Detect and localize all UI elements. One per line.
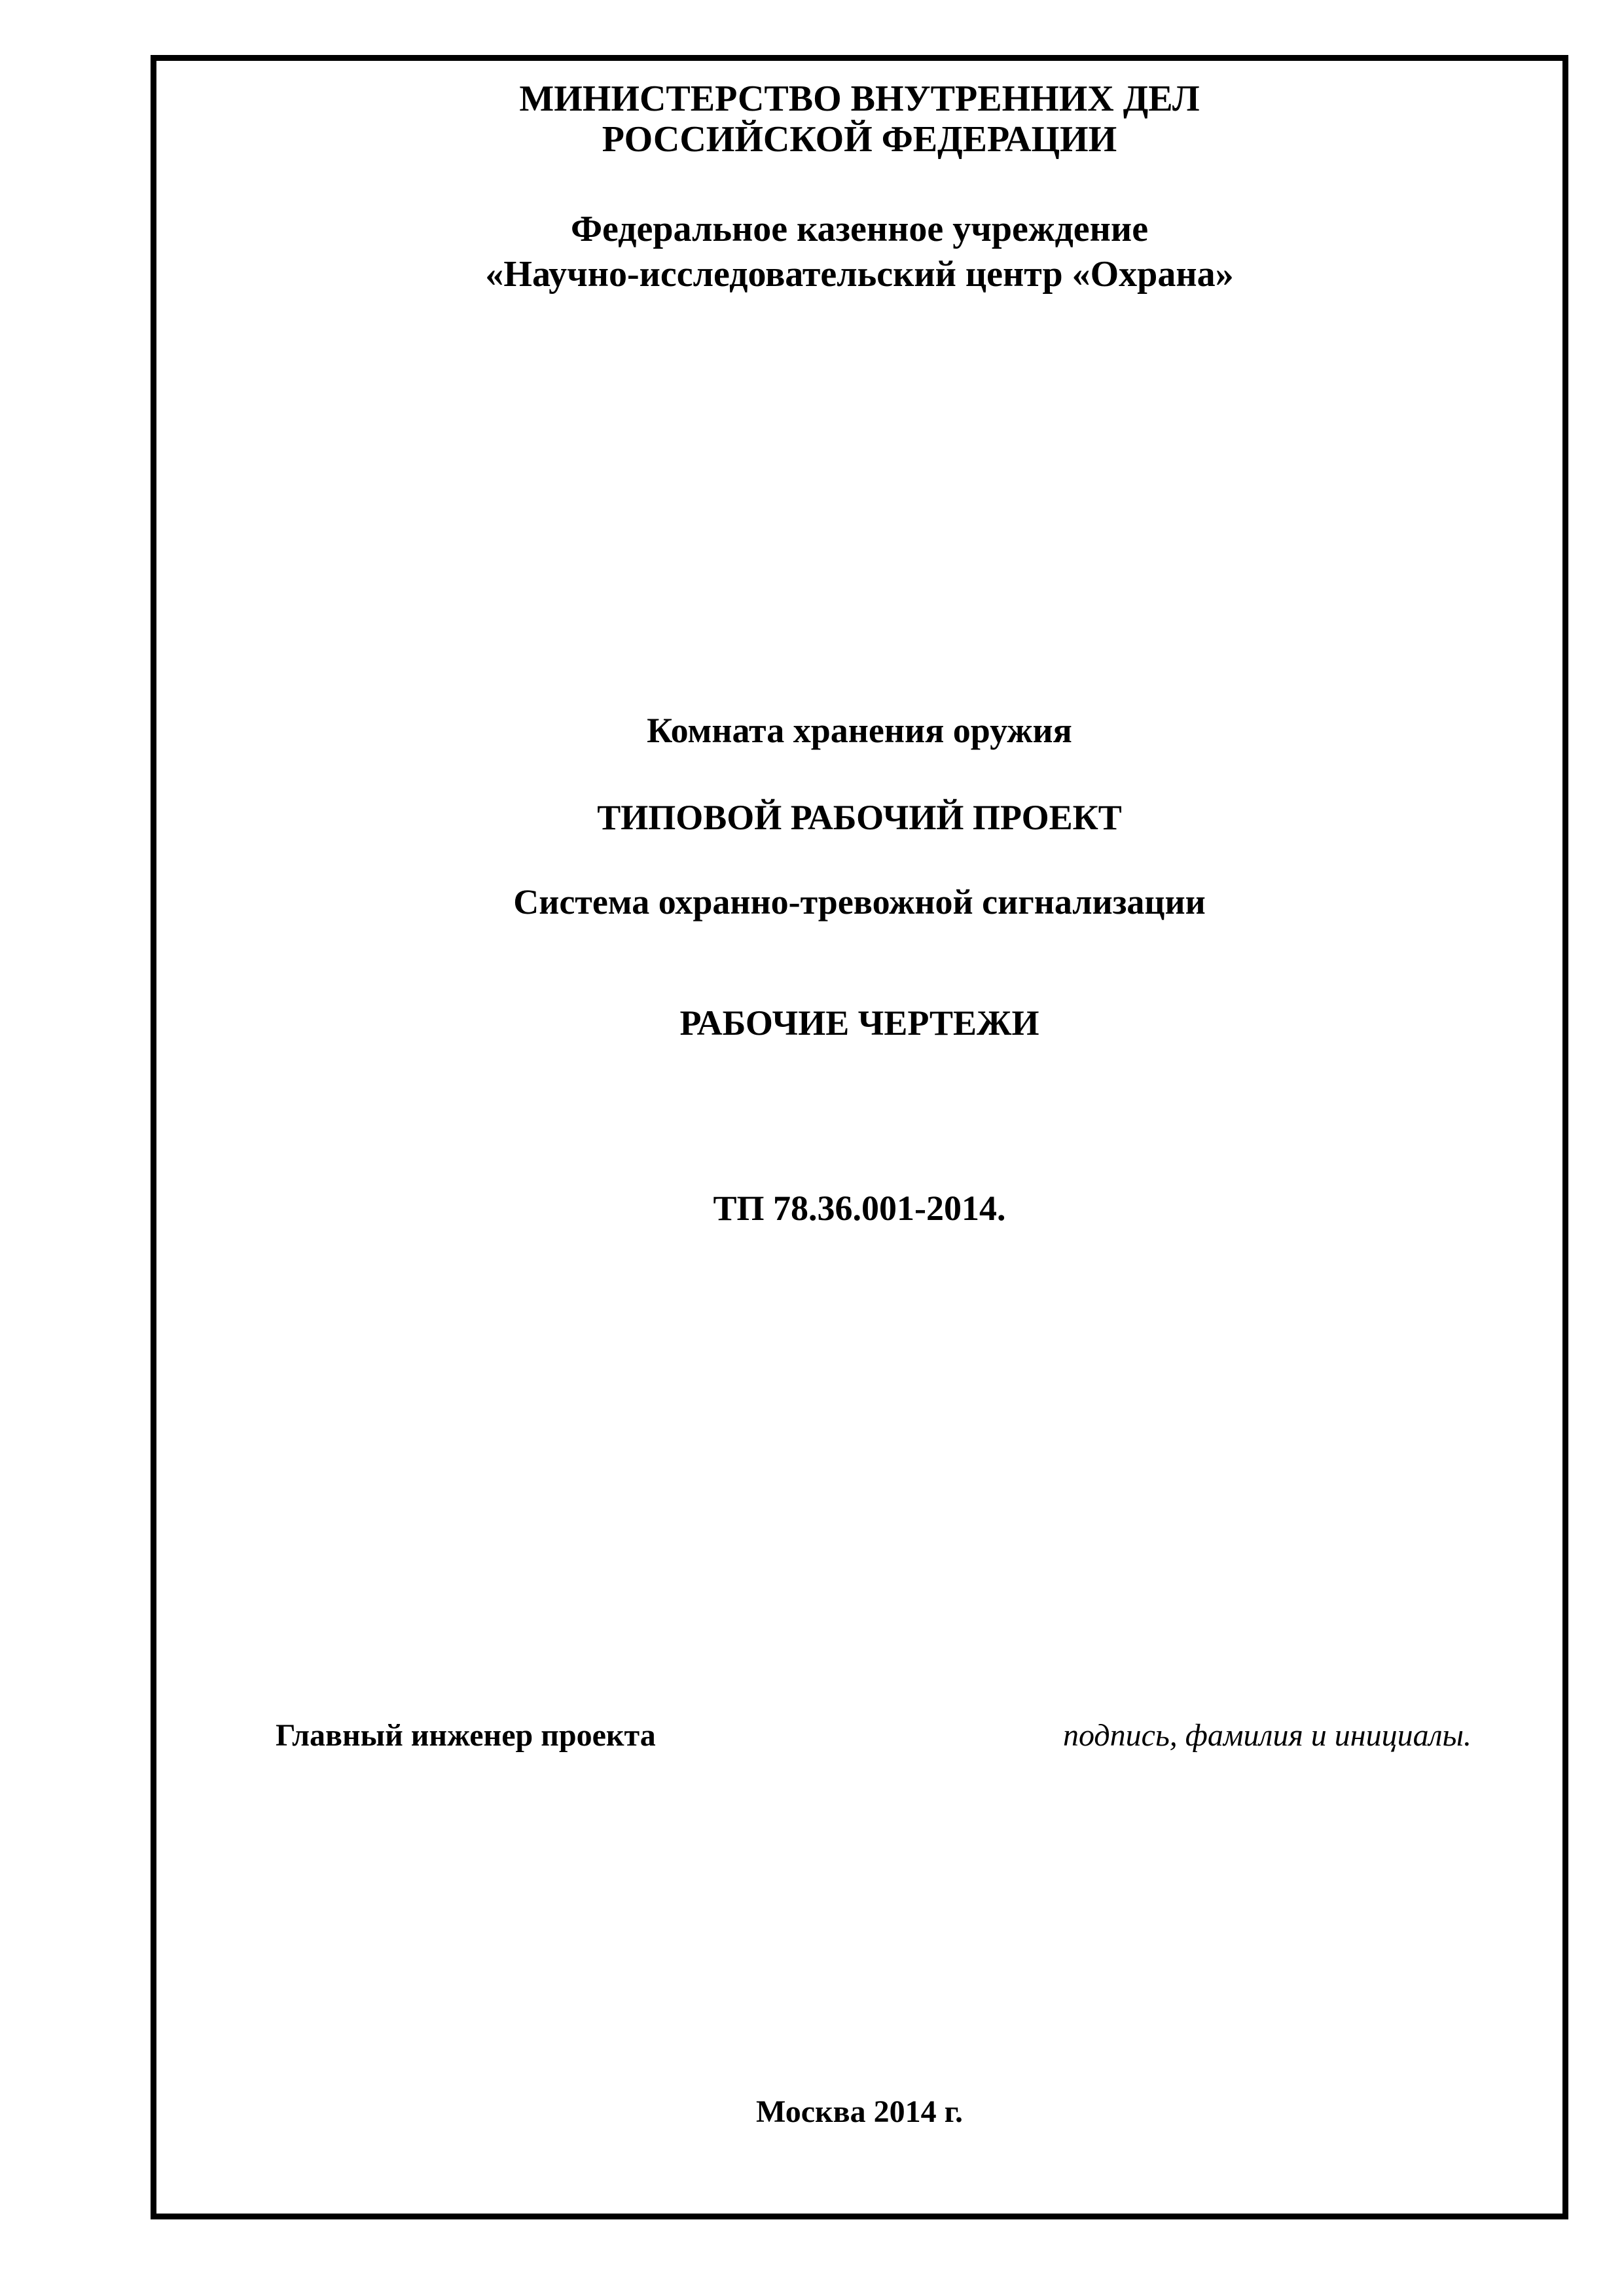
page-border-frame [151, 55, 1568, 2219]
institution-name-line2: «Научно-исследовательский центр «Охрана» [485, 254, 1234, 295]
project-type: ТИПОВОЙ РАБОЧИЙ ПРОЕКТ [597, 798, 1122, 837]
document-type: РАБОЧИЕ ЧЕРТЕЖИ [679, 1003, 1039, 1043]
signature-placeholder: подпись, фамилия и инициалы. [1063, 1718, 1471, 1753]
document-code: ТП 78.36.001-2014. [713, 1189, 1006, 1228]
ministry-title-line2: РОССИЙСКОЙ ФЕДЕРАЦИИ [602, 119, 1117, 160]
institution-name-line1: Федеральное казенное учреждение [570, 209, 1149, 249]
system-name: Система охранно-тревожной сигнализации [513, 882, 1206, 922]
object-name: Комната хранения оружия [647, 711, 1072, 750]
ministry-title-line1: МИНИСТЕРСТВО ВНУТРЕННИХ ДЕЛ [519, 79, 1200, 119]
chief-engineer-label: Главный инженер проекта [276, 1718, 656, 1753]
city-year: Москва 2014 г. [756, 2094, 963, 2129]
